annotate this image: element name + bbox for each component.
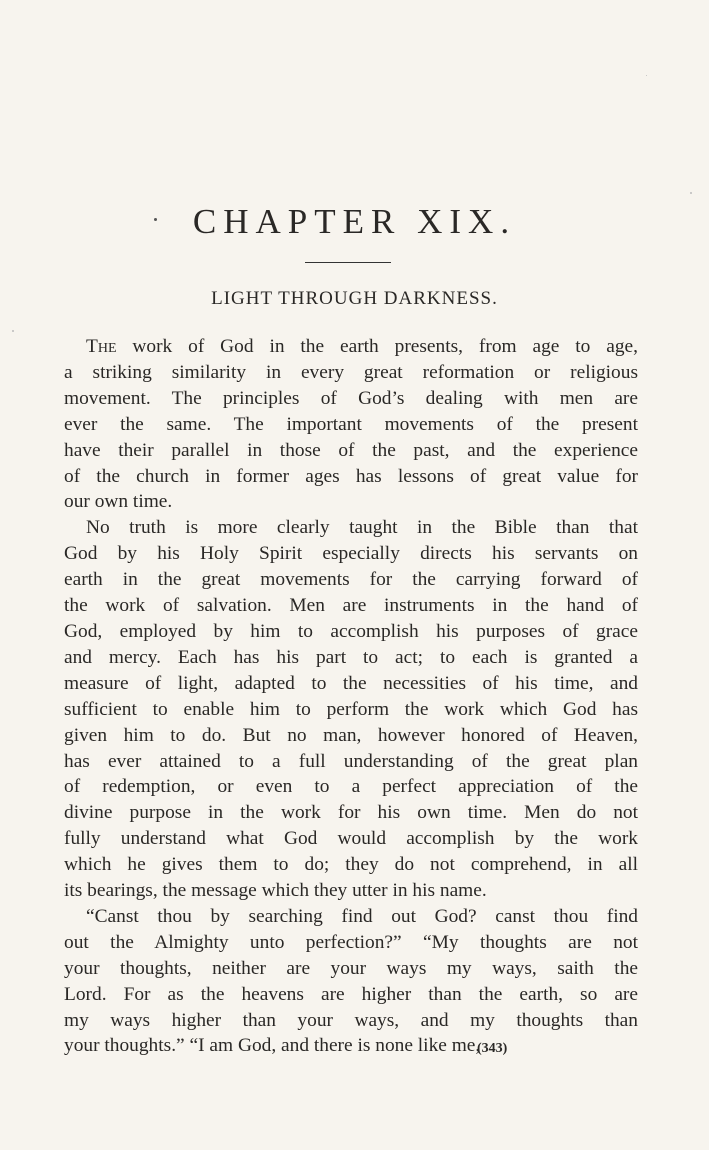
text-line bbox=[64, 645, 638, 671]
chapter-title-text: CHAPTER XIX. bbox=[192, 202, 517, 241]
line-text: the work of salvation. Men are instruments in the hand of bbox=[64, 595, 638, 617]
paragraph bbox=[64, 904, 638, 1059]
text-line bbox=[64, 593, 638, 619]
section-title: LIGHT THROUGH DARKNESS. bbox=[211, 288, 498, 309]
text-line bbox=[64, 878, 638, 904]
text-line bbox=[64, 386, 638, 412]
text-line bbox=[64, 489, 638, 515]
text-line bbox=[64, 852, 638, 878]
text-line bbox=[64, 800, 638, 826]
line-text: its bearings, the message which they utter in his name. bbox=[64, 880, 487, 902]
text-line bbox=[64, 749, 638, 775]
line-text: have their parallel in those of the past, and the experience bbox=[64, 439, 638, 461]
text-line bbox=[64, 567, 638, 593]
line-text: your thoughts, neither are your ways my ways, saith the bbox=[64, 957, 638, 979]
lead-word: The bbox=[86, 336, 117, 357]
text-line bbox=[64, 619, 638, 645]
line-text: Lord. For as the heavens are higher than the earth, so are bbox=[64, 983, 638, 1005]
line-text: “Canst thou by searching find out God? canst thou find bbox=[86, 905, 638, 927]
line-text: of the church in former ages has lessons of great value for bbox=[64, 465, 638, 487]
line-text: God, employed by him to accomplish his purposes of grace bbox=[64, 620, 638, 642]
text-line bbox=[64, 1033, 638, 1059]
paragraph bbox=[64, 334, 638, 515]
line-text: work of God in the earth presents, from age to age, bbox=[116, 336, 638, 357]
page-number: (343) bbox=[477, 1041, 508, 1056]
paragraph bbox=[64, 515, 638, 904]
line-text: sufficient to enable him to perform the work which God has bbox=[64, 698, 638, 720]
text-line bbox=[64, 826, 638, 852]
line-text: earth in the great movements for the carrying forward of bbox=[64, 569, 638, 591]
line-text: has ever attained to a full understanding of the great plan bbox=[64, 750, 638, 772]
line-text: our own time. bbox=[64, 491, 173, 513]
text-line bbox=[64, 671, 638, 697]
line-text: a striking similarity in every great reformation or religious bbox=[64, 361, 638, 383]
line-text: fully understand what God would accomplish by the work bbox=[64, 828, 638, 850]
chapter-heading bbox=[0, 198, 709, 246]
line-text: measure of light, adapted to the necessities of his time, and bbox=[64, 672, 638, 694]
text-line bbox=[64, 438, 638, 464]
paper-speck bbox=[12, 330, 14, 332]
line-text: given him to do. But no man, however honored of Heaven, bbox=[64, 724, 638, 746]
text-line bbox=[64, 360, 638, 386]
text-line bbox=[64, 1008, 638, 1034]
stray-dot bbox=[154, 218, 157, 221]
line-text: No truth is more clearly taught in the Bible than that bbox=[86, 517, 638, 539]
line-text: out the Almighty unto perfection?” “My thoughts are not bbox=[64, 931, 638, 953]
paper-speck bbox=[646, 75, 647, 76]
line-text: divine purpose in the work for his own time. Men do not bbox=[64, 802, 638, 824]
line-text: which he gives them to do; they do not comprehend, in all bbox=[64, 854, 638, 876]
line-text: movement. The principles of God’s dealing with men are bbox=[64, 387, 638, 409]
text-line bbox=[64, 412, 638, 438]
paper-speck bbox=[690, 192, 692, 194]
line-text: and mercy. Each has his part to act; to each is granted a bbox=[64, 646, 638, 668]
text-line bbox=[64, 334, 638, 360]
text-line bbox=[64, 515, 638, 541]
line-text: God by his Holy Spirit especially directs his servants on bbox=[64, 543, 638, 565]
line-text: my ways higher than your ways, and my thoughts than bbox=[64, 1009, 638, 1031]
line-text: ever the same. The important movements of the present bbox=[64, 413, 638, 435]
text-line bbox=[64, 982, 638, 1008]
text-line bbox=[64, 930, 638, 956]
body-text bbox=[64, 334, 638, 1059]
text-line bbox=[64, 697, 638, 723]
text-line bbox=[64, 464, 638, 490]
line-text: of redemption, or even to a perfect appreciation of the bbox=[64, 776, 638, 798]
text-line bbox=[64, 956, 638, 982]
line-text: your thoughts.” “I am God, and there is none like me, bbox=[64, 1035, 481, 1057]
title-divider bbox=[305, 262, 391, 263]
text-line bbox=[64, 541, 638, 567]
text-line bbox=[64, 774, 638, 800]
text-line bbox=[64, 723, 638, 749]
text-line bbox=[64, 904, 638, 930]
